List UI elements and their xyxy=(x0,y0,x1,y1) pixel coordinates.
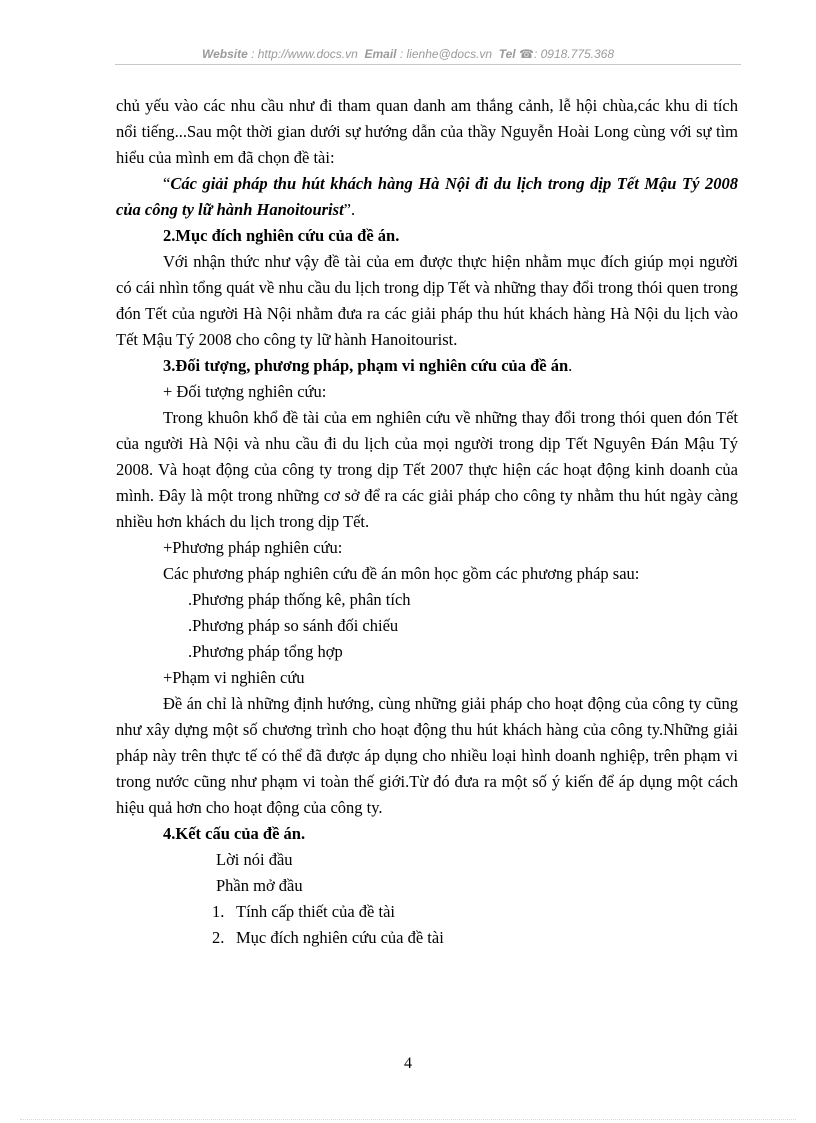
section2-paragraph: Với nhận thức như vậy đề tài của em được thực hiện nhằm mục đích giúp mọi người có cái nhìn tổng quát về nhu cầu du lịch trong dịp Tết và những thay đổi trong thói quen trong đón Tết của người Hà Nội nhằm đưa ra các giải pháp thu hút khách hàng Hà Nội du lịch vào Tết Mậu Tý 2008 cho công ty lữ hành Hanoitourist. xyxy=(116,252,738,349)
method-item: .Phương pháp tổng hợp xyxy=(188,642,343,661)
topic-close-quote: ”. xyxy=(343,200,356,219)
structure-numbered-item xyxy=(116,925,738,951)
page-number: 4 xyxy=(404,1055,412,1072)
website-label: Website xyxy=(201,47,248,61)
structure-item: Lời nói đầu xyxy=(216,850,293,869)
subject-paragraph: Trong khuôn khổ đề tài của em nghiên cứu về những thay đổi trong thói quen đón Tết của người Hà Nội và nhu cầu đi du lịch của mọi người trong dịp Tết Nguyên Đán Mậu Tý 2008. Và hoạt động của công ty trong dịp Tết 2007 thực hiện các hoạt động kinh doanh của mình. Đây là một trong những cơ sở để ra các giải pháp cho công ty nhằm thu hút ngày càng nhiều hơn khách du lịch trong dịp Tết. xyxy=(116,408,738,531)
topic-paragraph xyxy=(116,171,738,223)
email-value: : lienhe@docs.vn xyxy=(399,47,493,61)
section2-heading: 2.Mục đích nghiên cứu của đề án. xyxy=(163,226,400,245)
item-text: Mục đích nghiên cứu của đề tài xyxy=(236,928,444,947)
section3-heading-period: . xyxy=(568,356,573,375)
page-header xyxy=(0,47,816,61)
document-body xyxy=(116,93,738,951)
scope-paragraph: Đề án chỉ là những định hướng, cùng những giải pháp cho hoạt động của công ty cũng như xây dựng một số chương trình cho hoạt động thu hút khách hàng của công ty.Những giải pháp này trên thực tế có thể đã được áp dụng cho nhiều loại hình doanh nghiệp, trên phạm vi trong nước cũng như phạm vi toàn thế giới.Từ đó đưa ra một số ý kiến để áp dụng một cách hiệu quả hơn cho hoạt động của công ty. xyxy=(116,694,738,817)
method-item: .Phương pháp thống kê, phân tích xyxy=(188,590,411,609)
method-intro: Các phương pháp nghiên cứu đề án môn học gồm các phương pháp sau: xyxy=(163,564,640,583)
email-label: Email xyxy=(364,47,397,61)
structure-item: Phần mở đầu xyxy=(216,876,303,895)
item-number: 1. xyxy=(212,902,225,921)
header-divider xyxy=(115,64,741,65)
method-heading: +Phương pháp nghiên cứu: xyxy=(163,538,343,557)
topic-open-quote: “ xyxy=(163,174,171,193)
method-item: .Phương pháp so sánh đối chiếu xyxy=(188,616,399,635)
scope-heading: +Phạm vi nghiên cứu xyxy=(163,668,305,687)
topic-title: Các giải pháp thu hút khách hàng Hà Nội đi du lịch trong dịp Tết Mậu Tý 2008 của công ty lữ hành Hanoitourist xyxy=(116,174,738,219)
section3-heading-text: 3.Đối tượng, phương pháp, phạm vi nghiên cứu của đề án xyxy=(163,356,569,375)
intro-paragraph: chủ yếu vào các nhu cầu như đi tham quan danh am thắng cảnh, lễ hội chùa,các khu di tích nổi tiếng...Sau một thời gian dưới sự hướng dẫn của thầy Nguyễn Hoài Long cùng với sự tìm hiểu của mình em đã chọn đề tài: xyxy=(116,96,738,167)
section4-heading: 4.Kết cấu của đề án. xyxy=(163,824,306,843)
footer-divider xyxy=(20,1119,796,1120)
tel-value: : 0918.775.368 xyxy=(533,47,615,61)
item-number: 2. xyxy=(212,928,225,947)
tel-label: Tel xyxy=(498,47,516,61)
subject-heading: + Đối tượng nghiên cứu: xyxy=(163,382,327,401)
item-text: Tính cấp thiết của đề tài xyxy=(236,902,395,921)
website-value: : http://www.docs.vn xyxy=(251,47,358,61)
section3-heading xyxy=(116,353,738,379)
structure-numbered-item xyxy=(116,899,738,925)
phone-icon: ☎ xyxy=(519,47,534,61)
